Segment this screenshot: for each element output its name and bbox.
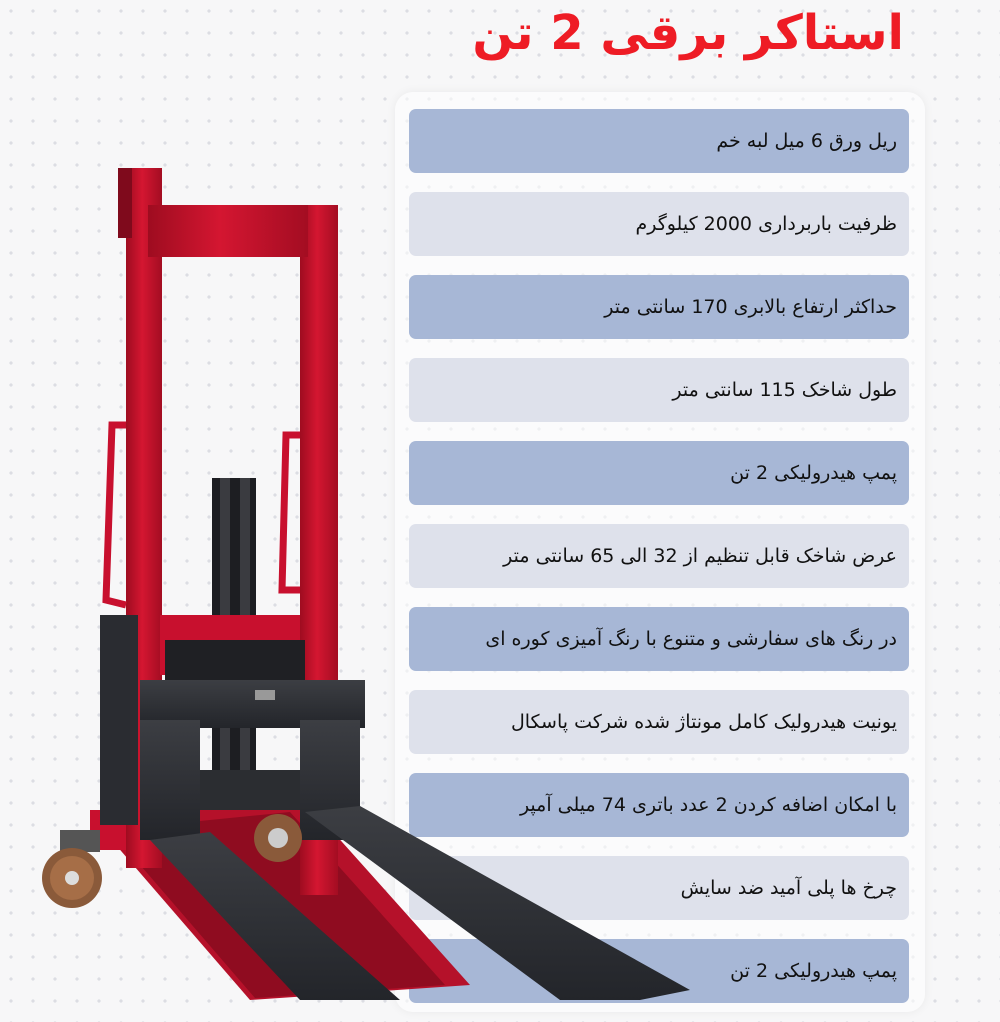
spec-item: در رنگ های سفارشی و متنوع با رنگ آمیزی کوره ای — [409, 607, 909, 671]
spec-item: پمپ هیدرولیکی 2 تن — [409, 939, 909, 1003]
spec-item: پمپ هیدرولیکی 2 تن — [409, 441, 909, 505]
spec-item: ریل ورق 6 میل لبه خم — [409, 109, 909, 173]
caster-wheel-icon — [42, 830, 102, 908]
spec-item: چرخ ها پلی آمید ضد سایش — [409, 856, 909, 920]
stacker-image — [0, 130, 700, 1000]
spec-item: حداکثر ارتفاع بالابری 170 سانتی متر — [409, 275, 909, 339]
spec-item: با امکان اضافه کردن 2 عدد باتری 74 میلی آمپر — [409, 773, 909, 837]
spec-item: عرض شاخک قابل تنظیم از 32 الی 65 سانتی متر — [409, 524, 909, 588]
page-title: استاکر برقی 2 تن — [472, 5, 904, 61]
spec-item: ظرفیت باربرداری 2000 کیلوگرم — [409, 192, 909, 256]
spec-item: طول شاخک 115 سانتی متر — [409, 358, 909, 422]
spec-item: یونیت هیدرولیک کامل مونتاژ شده شرکت پاسکال — [409, 690, 909, 754]
front-wheel-icon — [254, 814, 302, 862]
